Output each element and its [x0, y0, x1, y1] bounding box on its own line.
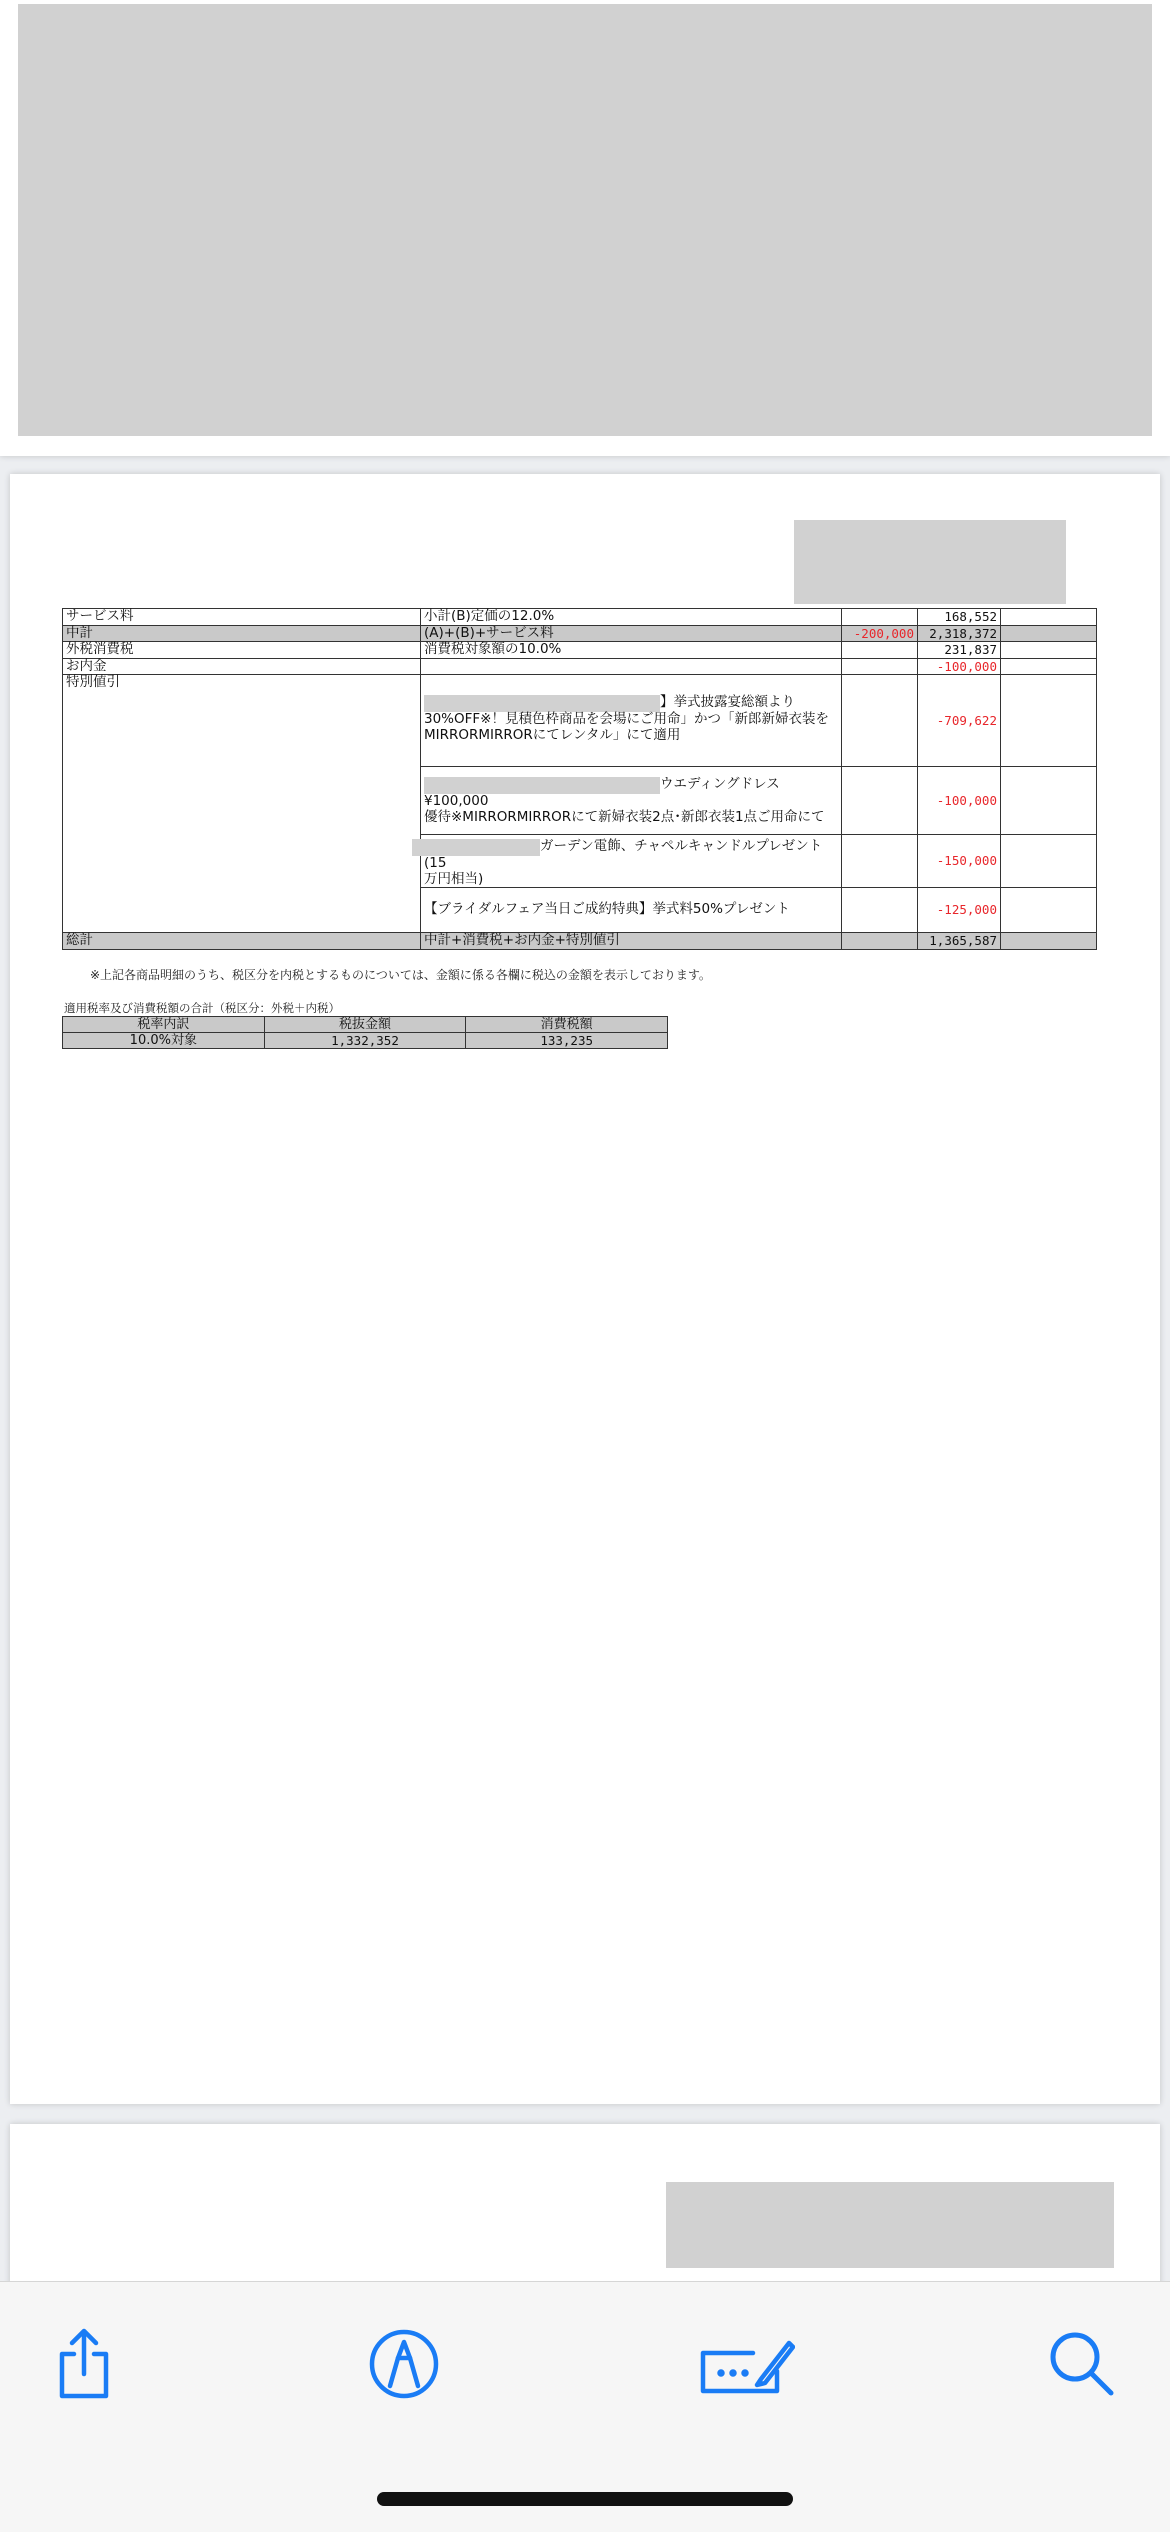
tax-note: ※上記各商品明細のうち、税区分を内税とするものについては、金額に係る各欄に税込の金額を表示しております。 [90, 968, 711, 982]
row-adjustment [842, 642, 918, 659]
row-desc: (A)+(B)+サービス料 [421, 625, 842, 642]
row-amount: 231,837 [918, 642, 1001, 659]
row-desc: 小計(B)定価の12.0% [421, 609, 842, 626]
discount-rest: 30%OFF※！見積色枠商品を会場にご用命」かつ「新郎新婦衣装をMIRRORMIRRORにてレンタル」にて適用 [424, 711, 829, 743]
special-discount-label: 特別値引 [63, 675, 421, 933]
row-adjustment [842, 658, 918, 675]
discount-line1: 】挙式披露宴総額より [660, 694, 795, 710]
row-desc [421, 658, 842, 675]
row-blank [1001, 625, 1097, 642]
markup-icon [368, 2328, 440, 2400]
row-desc: 消費税対象額の10.0% [421, 642, 842, 659]
discount-line1: 【ブライダルフェア当日ご成約特典】挙式料50%プレゼント [424, 901, 790, 918]
row-adjustment [842, 835, 918, 888]
row-adjustment: -200,000 [842, 625, 918, 642]
row-adjustment [842, 767, 918, 835]
tax-amount-cell: 133,235 [466, 1033, 668, 1049]
row-blank [1001, 933, 1097, 950]
row-adjustment [842, 675, 918, 767]
signature-button[interactable] [690, 2326, 800, 2402]
share-icon [52, 2326, 116, 2402]
share-button[interactable] [46, 2326, 122, 2402]
row-adjustment [842, 933, 918, 950]
redacted-text [424, 777, 660, 794]
search-icon [1047, 2329, 1117, 2399]
row-blank [1001, 835, 1097, 888]
discount-rest: 万円相当) [424, 870, 484, 887]
row-service-fee [63, 609, 1097, 626]
tax-summary-row [63, 1033, 668, 1049]
row-special-discount-1 [63, 675, 1097, 767]
row-label: サービス料 [63, 609, 421, 626]
row-blank [1001, 658, 1097, 675]
row-desc: 中計+消費税+お内金+特別値引 [421, 933, 842, 950]
row-blank [1001, 767, 1097, 835]
row-label: 総計 [63, 933, 421, 950]
row-adjustment [842, 609, 918, 626]
row-amount: 168,552 [918, 609, 1001, 626]
discount-amount: -709,622 [918, 675, 1001, 767]
row-amount: -100,000 [918, 658, 1001, 675]
row-subtotal [63, 625, 1097, 642]
discount-amount: -125,000 [918, 888, 1001, 933]
redacted-text [412, 839, 540, 856]
markup-button[interactable] [366, 2326, 442, 2402]
row-label: 中計 [63, 625, 421, 642]
tax-summary-table [62, 1016, 668, 1049]
signature-icon [695, 2329, 795, 2399]
row-consumption-tax [63, 642, 1097, 659]
row-blank [1001, 642, 1097, 659]
search-button[interactable] [1044, 2326, 1120, 2402]
row-label: 外税消費税 [63, 642, 421, 659]
redacted-header-box [666, 2182, 1114, 2268]
previous-page [0, 0, 1170, 456]
header-cell: 税率内訳 [63, 1017, 265, 1033]
home-indicator [377, 2492, 793, 2506]
tax-rate-cell: 10.0%対象 [63, 1033, 265, 1049]
redacted-text [424, 695, 660, 712]
discount-line1: ガーデン電飾、チャペルキャンドルプレゼント(15 [424, 838, 823, 871]
redacted-header-box [794, 520, 1066, 604]
discount-amount: -150,000 [918, 835, 1001, 888]
discount-amount: -100,000 [918, 767, 1001, 835]
discount-desc [421, 675, 842, 767]
row-adjustment [842, 888, 918, 933]
row-blank [1001, 675, 1097, 767]
row-amount: 2,318,372 [918, 625, 1001, 642]
discount-desc [421, 767, 842, 835]
discount-rest: 優待※MIRRORMIRRORにて新婦衣装2点･新郎衣装1点ご用命にて [424, 808, 825, 825]
bottom-toolbar [0, 2281, 1170, 2532]
row-amount: 1,365,587 [918, 933, 1001, 950]
discount-line1: ウエディングドレス¥100,000 [424, 776, 780, 809]
row-blank [1001, 888, 1097, 933]
invoice-table [62, 608, 1097, 950]
row-deposit [63, 658, 1097, 675]
row-blank [1001, 609, 1097, 626]
discount-desc [421, 835, 842, 888]
discount-desc [421, 888, 842, 933]
redacted-block [18, 4, 1152, 436]
tax-excluded-cell: 1,332,352 [264, 1033, 466, 1049]
row-label: お内金 [63, 658, 421, 675]
header-cell: 税抜金額 [264, 1017, 466, 1033]
invoice-page [10, 474, 1160, 2104]
row-total [63, 933, 1097, 950]
header-cell: 消費税額 [466, 1017, 668, 1033]
tax-summary-title: 適用税率及び消費税額の合計（税区分：外税＋内税） [64, 1001, 340, 1015]
tax-summary-header [63, 1017, 668, 1033]
